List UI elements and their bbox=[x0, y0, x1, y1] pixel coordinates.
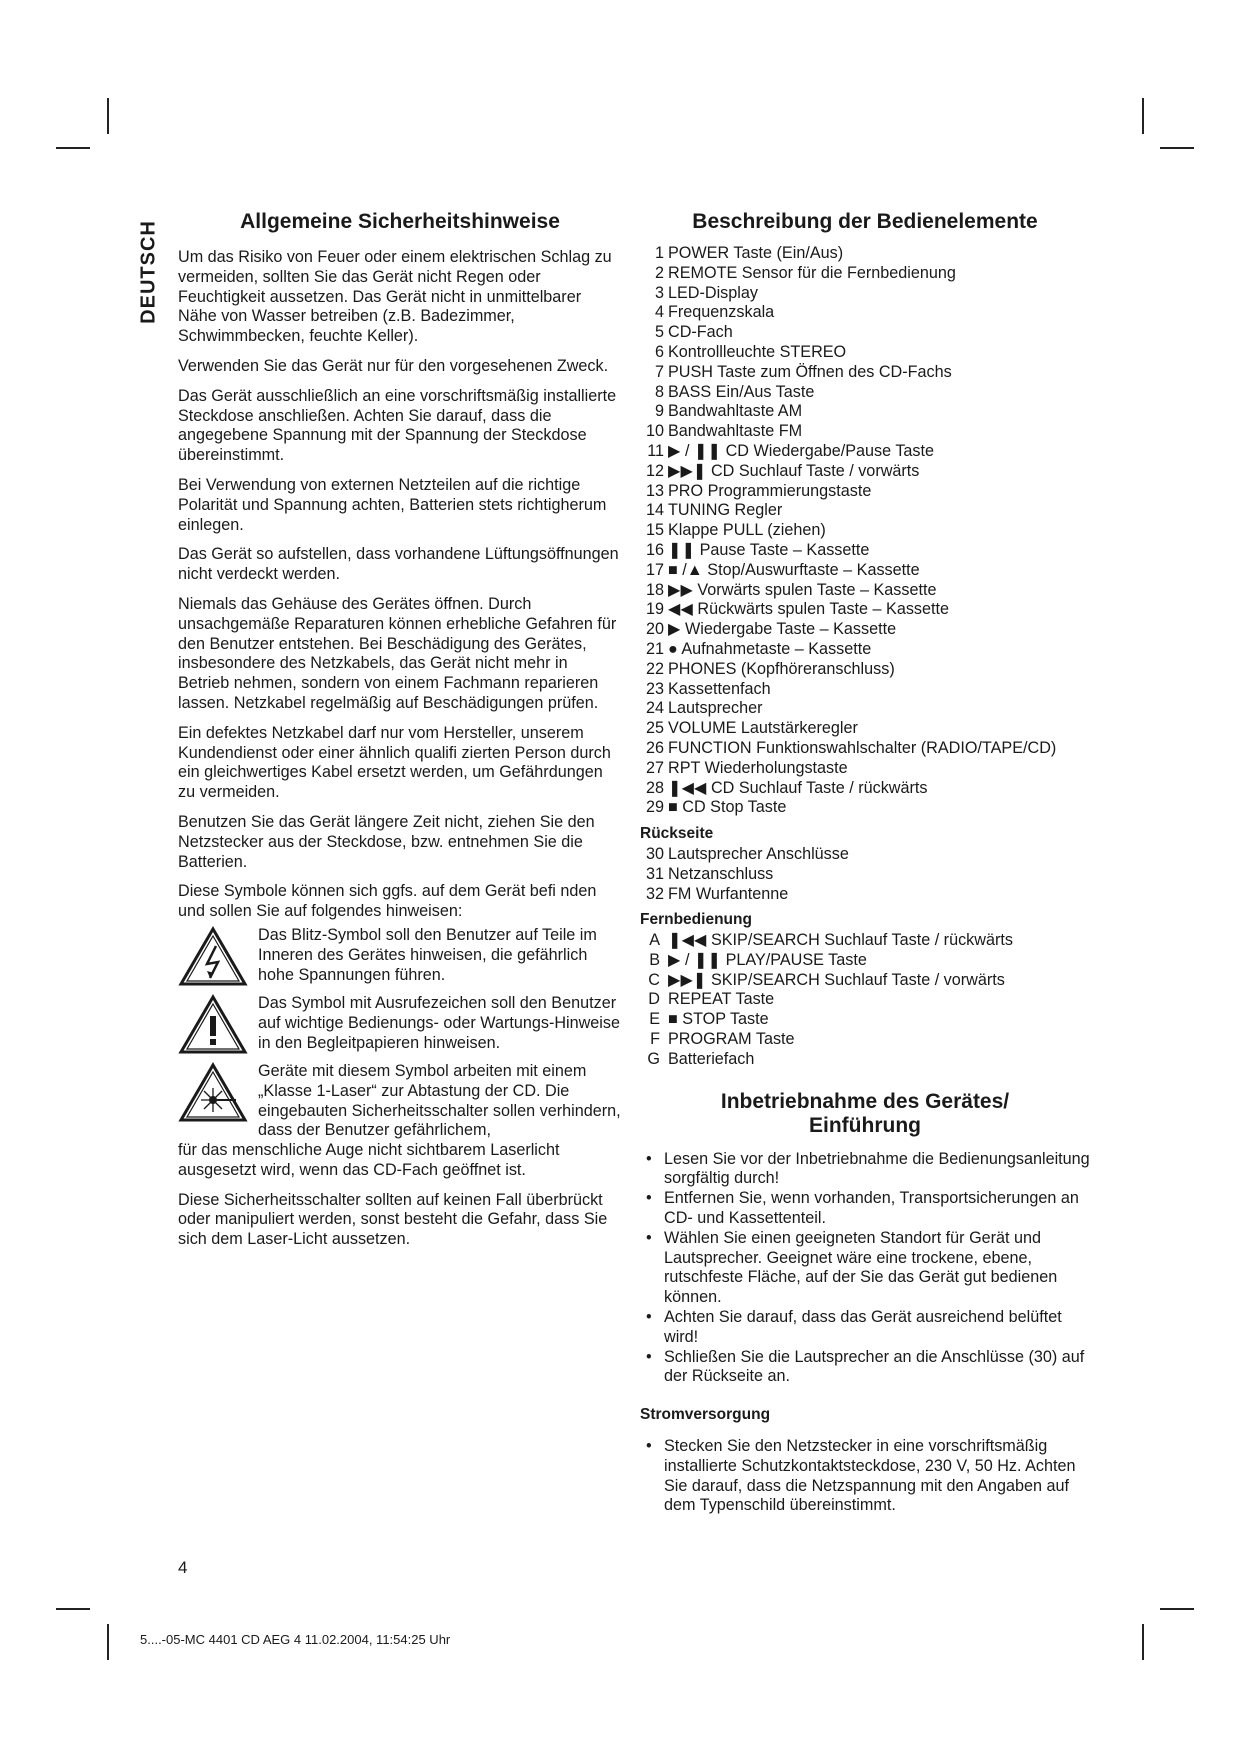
item-number: 32 bbox=[645, 884, 664, 903]
item-text: ▶▶❚ CD Suchlauf Taste / vorwärts bbox=[668, 461, 920, 480]
bullet-item: • Entfernen Sie, wenn vorhanden, Transportsicherungen an CD- und Kassettenteil. bbox=[646, 1189, 1090, 1229]
laser-symbol-text: Geräte mit diesem Symbol arbeiten mit einem „Klasse 1-Laser“ zur Abtastung der CD. Die eingebauten Sicherheitsschalter sollen verhindern, dass der Benutzer gefährlichem, bbox=[258, 1061, 621, 1140]
item-text: BASS Ein/Aus Taste bbox=[668, 382, 815, 401]
list-item bbox=[640, 541, 1090, 561]
item-number: 6 bbox=[654, 342, 664, 361]
item-number: 5 bbox=[654, 323, 664, 342]
strom-title: Stromversorgung bbox=[640, 1406, 771, 1424]
item-number: 27 bbox=[645, 758, 664, 777]
item-number: 29 bbox=[645, 798, 664, 817]
symbol-row bbox=[178, 994, 622, 1056]
language-label: DEUTSCH bbox=[137, 220, 160, 324]
item-number: 7 bbox=[654, 362, 664, 381]
paragraph: Bei Verwendung von externen Netzteilen auf die richtige Polarität und Spannung achten, Batterien stets richtigherum einlegen. bbox=[178, 475, 607, 534]
item-text: ■ CD Stop Taste bbox=[668, 798, 787, 817]
bullet-item: • Stecken Sie den Netzstecker in eine vorschriftsmäßig installierte Schutzkontaktsteckdose, 230 V, 50 Hz. Achten Sie darauf, dass die Netzspannung mit den Angaben auf dem Typenschild übereinstimmt. bbox=[646, 1437, 1090, 1516]
list-item bbox=[640, 990, 1090, 1010]
crop-mark bbox=[107, 1624, 109, 1660]
item-text: ■ /▲ Stop/Auswurftaste – Kassette bbox=[668, 560, 920, 579]
item-number: 16 bbox=[645, 540, 664, 559]
list-item bbox=[640, 442, 1090, 462]
controls-title: Beschreibung der Bedienelemente bbox=[692, 210, 1038, 233]
paragraph: Das Gerät ausschließlich an eine vorschriftsmäßig installierte Steckdose anschließen. Achten Sie darauf, dass die angegebene Spannung mit der Spannung der Steckdose übereinstimmt. bbox=[178, 386, 617, 465]
paragraph: Um das Risiko von Feuer oder einem elektrischen Schlag zu vermeiden, sollten Sie das Gerät nicht Regen oder Feuchtigkeit aussetzen. Das Gerät nicht in unmittelbarer Nähe von Wasser betreiben (z.B. Badezimmer, Schwimmbecken, feuchte Keller). bbox=[178, 248, 612, 346]
item-text: Kassettenfach bbox=[668, 679, 771, 698]
list-item bbox=[640, 244, 1090, 264]
item-text: ❚❚ Pause Taste – Kassette bbox=[668, 540, 870, 559]
list-item bbox=[640, 402, 1090, 422]
fernbedienung-list bbox=[640, 931, 1090, 1070]
list-item bbox=[640, 845, 1090, 865]
item-number: 19 bbox=[645, 600, 664, 619]
list-item bbox=[640, 284, 1090, 304]
bullet-item: • Wählen Sie einen geeigneten Standort für Gerät und Lautsprecher. Geeignet wäre eine trockene, ebene, rutschfeste Fläche, auf der Sie das Gerät gut bedienen können. bbox=[646, 1229, 1090, 1308]
exclamation-icon bbox=[178, 994, 248, 1056]
bullet-item: • Achten Sie darauf, dass das Gerät ausreichend belüftet wird! bbox=[646, 1308, 1090, 1348]
item-number: 11 bbox=[647, 441, 664, 460]
crop-mark bbox=[1160, 147, 1194, 149]
item-text: LED-Display bbox=[668, 283, 758, 302]
item-text: ❚◀◀ SKIP/SEARCH Suchlauf Taste / rückwärts bbox=[668, 931, 1013, 950]
list-item bbox=[640, 798, 1090, 818]
bullet-item: • Lesen Sie vor der Inbetriebnahme die Bedienungsanleitung sorgfältig durch! bbox=[646, 1150, 1090, 1190]
fernbedienung-title: Fernbedienung bbox=[640, 911, 752, 929]
item-number: 8 bbox=[654, 382, 664, 401]
list-item bbox=[640, 640, 1090, 660]
item-number: 10 bbox=[645, 422, 664, 441]
item-number: B bbox=[649, 950, 660, 969]
list-item bbox=[640, 581, 1090, 601]
list-item bbox=[640, 739, 1090, 759]
list-item bbox=[640, 971, 1090, 991]
list-item bbox=[640, 885, 1090, 905]
rueckseite-title: Rückseite bbox=[640, 825, 714, 843]
paragraph: Diese Sicherheitsschalter sollten auf keinen Fall überbrückt oder manipuliert werden, sonst besteht die Gefahr, dass Sie sich dem Laser-Licht aussetzen. bbox=[178, 1190, 608, 1249]
exclamation-symbol-text: Das Symbol mit Ausrufezeichen soll den Benutzer auf wichtige Bedienungs- oder Wartungs-Hinweise in den Begleitpapieren hinweisen. bbox=[258, 993, 621, 1052]
crop-mark bbox=[1142, 1624, 1144, 1660]
item-number: E bbox=[649, 1010, 660, 1029]
item-text: TUNING Regler bbox=[668, 501, 783, 520]
item-number: 26 bbox=[645, 738, 664, 757]
item-text: Bandwahltaste FM bbox=[668, 422, 803, 441]
item-text: Lautsprecher bbox=[668, 699, 763, 718]
inbetrieb-title-line-2: Einführung bbox=[809, 1113, 921, 1137]
list-item bbox=[640, 1030, 1090, 1050]
item-number: 17 bbox=[645, 560, 664, 579]
list-item bbox=[640, 660, 1090, 680]
item-number: 24 bbox=[645, 699, 664, 718]
list-item bbox=[640, 865, 1090, 885]
item-text: Batteriefach bbox=[668, 1049, 755, 1068]
item-text: Lautsprecher Anschlüsse bbox=[668, 844, 849, 863]
item-text: ▶ / ❚❚ CD Wiedergabe/Pause Taste bbox=[668, 441, 935, 460]
bullet-item: • Schließen Sie die Lautsprecher an die Anschlüsse (30) auf der Rückseite an. bbox=[646, 1348, 1090, 1388]
item-text: FUNCTION Funktionswahlschalter (RADIO/TAPE/CD) bbox=[668, 738, 1057, 757]
item-text: ❚◀◀ CD Suchlauf Taste / rückwärts bbox=[668, 778, 928, 797]
list-item bbox=[640, 931, 1090, 951]
list-item bbox=[640, 383, 1090, 403]
list-item bbox=[640, 620, 1090, 640]
crop-mark bbox=[1160, 1608, 1194, 1610]
item-number: 2 bbox=[654, 263, 664, 282]
lightning-symbol-text: Das Blitz-Symbol soll den Benutzer auf Teile im Inneren des Gerätes hinweisen, die gefährlich hohe Spannungen führen. bbox=[258, 925, 597, 984]
inbetrieb-title bbox=[640, 1090, 1090, 1138]
list-item bbox=[640, 363, 1090, 383]
item-number: A bbox=[649, 931, 660, 950]
list-item bbox=[640, 561, 1090, 581]
item-text: ■ STOP Taste bbox=[668, 1010, 769, 1029]
list-item bbox=[640, 462, 1090, 482]
list-item bbox=[640, 1050, 1090, 1070]
list-item bbox=[640, 759, 1090, 779]
language-tab bbox=[134, 212, 164, 332]
paragraph: Benutzen Sie das Gerät längere Zeit nicht, ziehen Sie den Netzstecker aus der Steckdose, bzw. entnehmen Sie die Batterien. bbox=[178, 812, 595, 871]
inbetrieb-list bbox=[640, 1150, 1090, 1388]
paragraph: Ein defektes Netzkabel darf nur vom Hersteller, unserem Kundendienst oder einer ähnlich qualifi zierten Person durch ein gleichwertiges Kabel ersetzt werden, um Gefährdungen zu vermeiden. bbox=[178, 723, 611, 802]
item-number: D bbox=[648, 990, 660, 1009]
item-text: Kontrollleuchte STEREO bbox=[668, 342, 847, 361]
list-item bbox=[640, 1010, 1090, 1030]
lightning-icon bbox=[178, 926, 248, 988]
list-item bbox=[640, 482, 1090, 502]
item-text: CD-Fach bbox=[668, 323, 733, 342]
list-item bbox=[640, 343, 1090, 363]
item-number: 14 bbox=[645, 501, 664, 520]
item-number: 20 bbox=[645, 620, 664, 639]
item-text: Klappe PULL (ziehen) bbox=[668, 521, 826, 540]
item-number: F bbox=[650, 1030, 660, 1049]
item-number: 22 bbox=[645, 659, 664, 678]
item-text: PUSH Taste zum Öffnen des CD-Fachs bbox=[668, 362, 952, 381]
item-text: Bandwahltaste AM bbox=[668, 402, 803, 421]
item-number: 9 bbox=[654, 402, 664, 421]
paragraph: Das Gerät so aufstellen, dass vorhandene Lüftungsöffnungen nicht verdeckt werden. bbox=[178, 545, 619, 584]
item-text: RPT Wiederholungstaste bbox=[668, 758, 848, 777]
item-number: 18 bbox=[645, 580, 664, 599]
item-text: POWER Taste (Ein/Aus) bbox=[668, 244, 844, 262]
list-item bbox=[640, 264, 1090, 284]
item-text: VOLUME Lautstärkeregler bbox=[668, 719, 858, 738]
item-number: 12 bbox=[645, 461, 664, 480]
list-item bbox=[640, 501, 1090, 521]
item-text: FM Wurfantenne bbox=[668, 884, 789, 903]
item-number: 28 bbox=[645, 778, 664, 797]
item-number: 13 bbox=[645, 481, 664, 500]
item-text: Netzanschluss bbox=[668, 864, 774, 883]
safety-section bbox=[178, 210, 622, 1260]
strom-list bbox=[640, 1437, 1090, 1516]
list-item bbox=[640, 600, 1090, 620]
item-text: PROGRAM Taste bbox=[668, 1030, 795, 1049]
controls-section bbox=[640, 210, 1090, 1516]
crop-mark bbox=[107, 98, 109, 134]
item-text: REPEAT Taste bbox=[668, 990, 775, 1009]
list-item bbox=[640, 699, 1090, 719]
list-item bbox=[640, 719, 1090, 739]
item-number: G bbox=[647, 1049, 660, 1068]
item-text: PRO Programmierungstaste bbox=[668, 481, 872, 500]
symbol-row bbox=[178, 926, 622, 988]
list-item bbox=[640, 521, 1090, 541]
item-number: 1 bbox=[654, 244, 664, 262]
inbetrieb-title-line-1: Inbetriebnahme des Gerätes/ bbox=[720, 1089, 1010, 1113]
item-number: 15 bbox=[645, 521, 664, 540]
item-text: ▶ Wiedergabe Taste – Kassette bbox=[668, 620, 897, 639]
item-number: 21 bbox=[645, 639, 664, 658]
symbol-row bbox=[178, 1062, 622, 1141]
list-item bbox=[640, 680, 1090, 700]
crop-mark bbox=[1142, 98, 1144, 134]
rueckseite-list bbox=[640, 845, 1090, 904]
item-number: 30 bbox=[645, 844, 664, 863]
list-item bbox=[640, 422, 1090, 442]
laser-icon bbox=[178, 1062, 248, 1124]
item-text: ▶▶ Vorwärts spulen Taste – Kassette bbox=[668, 580, 937, 599]
item-text: PHONES (Kopfhöreranschluss) bbox=[668, 659, 895, 678]
controls-list bbox=[640, 244, 1090, 818]
crop-mark bbox=[56, 147, 90, 149]
list-item bbox=[640, 303, 1090, 323]
item-number: 3 bbox=[654, 283, 664, 302]
list-item bbox=[640, 779, 1090, 799]
item-text: REMOTE Sensor für die Fernbedienung bbox=[668, 263, 956, 282]
print-footer: 5....-05-MC 4401 CD AEG 4 11.02.2004, 11:54:25 Uhr bbox=[140, 1632, 451, 1647]
paragraph: Diese Symbole können sich ggfs. auf dem Gerät befi nden und sollen Sie auf folgendes hinweisen: bbox=[178, 882, 597, 921]
paragraph: Verwenden Sie das Gerät nur für den vorgesehenen Zweck. bbox=[178, 356, 609, 375]
item-number: 4 bbox=[654, 303, 664, 322]
crop-mark bbox=[56, 1608, 90, 1610]
item-text: ◀◀ Rückwärts spulen Taste – Kassette bbox=[668, 600, 950, 619]
item-text: ▶ / ❚❚ PLAY/PAUSE Taste bbox=[668, 950, 867, 969]
safety-title: Allgemeine Sicherheitshinweise bbox=[240, 210, 560, 233]
list-item bbox=[640, 951, 1090, 971]
list-item bbox=[640, 323, 1090, 343]
item-number: C bbox=[648, 970, 660, 989]
item-number: 23 bbox=[645, 679, 664, 698]
item-text: ▶▶❚ SKIP/SEARCH Suchlauf Taste / vorwärts bbox=[668, 970, 1005, 989]
page-number: 4 bbox=[178, 1558, 188, 1577]
laser-symbol-text-cont: für das menschliche Auge nicht sichtbarem Laserlicht ausgesetzt wird, wenn das CD-Fach geöffnet ist. bbox=[178, 1141, 560, 1179]
item-text: ● Aufnahmetaste – Kassette bbox=[668, 639, 872, 658]
item-number: 31 bbox=[645, 864, 664, 883]
paragraph: Niemals das Gehäuse des Gerätes öffnen. Durch unsachgemäße Reparaturen können erhebliche Gefahren für den Benutzer entstehen. Bei Beschädigung des Gerätes, insbesondere des Netzkabels, das Gerät nicht mehr in Betrieb nehmen, sondern von einem Fachmann reparieren lassen. Netzkabel regelmäßig auf Beschädigungen prüfen. bbox=[178, 594, 617, 712]
item-text: Frequenzskala bbox=[668, 303, 775, 322]
item-number: 25 bbox=[645, 719, 664, 738]
